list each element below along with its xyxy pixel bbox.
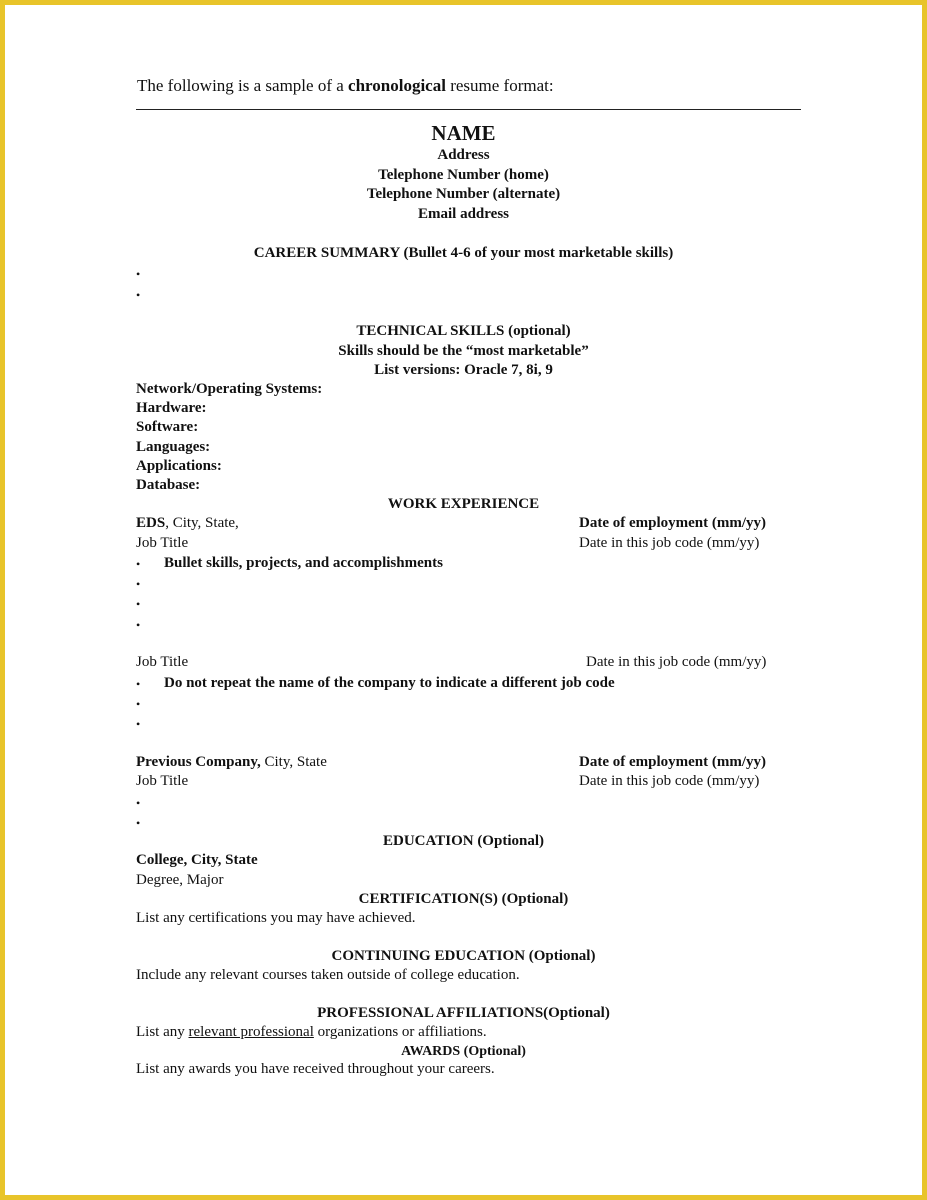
awards-heading: AWARDS (Optional) [401,1044,526,1059]
bullet-marker: • [136,816,141,830]
work-experience-heading: WORK EXPERIENCE [387,496,540,512]
job3-company: Previous Company, [136,754,261,770]
bullet-marker: • [136,697,141,711]
education-college: College, City, State [136,852,258,868]
job2-date-code: Date in this job code (mm/yy) [586,654,767,670]
technical-skills-note: Skills should be the “most marketable” [338,343,589,359]
bullet-marker: • [136,717,141,731]
job1-date-employment: Date of employment (mm/yy) [579,515,767,531]
bullet-marker: • [136,267,141,281]
bullet-marker: • [136,618,141,632]
job1-title: Job Title [136,535,189,551]
resume-name: NAME [431,121,496,145]
job3-date-code: Date in this job code (mm/yy) [579,773,760,789]
intro-after: resume format: [445,76,554,95]
continuing-education-text: Include any relevant courses taken outside of college education. [136,967,520,983]
email-address: Email address [418,206,509,222]
education-heading: EDUCATION (Optional) [383,833,544,849]
affiliations-text [136,1024,487,1041]
intro-before: The following is a sample of a [137,76,349,95]
job3-location: City, State [260,754,327,770]
affiliations-text-before: List any [136,1024,189,1040]
job3-date-employment: Date of employment (mm/yy) [579,754,767,770]
skill-applications: Applications: [136,458,222,474]
affiliations-text-underlined: relevant professional [188,1024,314,1040]
technical-skills-heading: TECHNICAL SKILLS (optional) [356,323,571,339]
address: Address [437,147,490,163]
job3-title: Job Title [136,773,189,789]
certifications-heading: CERTIFICATION(S) (Optional) [358,891,569,907]
intro-line [137,76,554,96]
certifications-text: List any certifications you may have achieved. [136,910,416,926]
job1-location: , City, State, [165,515,239,531]
career-summary-heading: CAREER SUMMARY (Bullet 4-6 of your most marketable skills) [253,245,674,261]
bullet-marker: • [136,597,141,611]
skill-database: Database: [136,477,201,493]
education-degree: Degree, Major [136,872,224,888]
bullet-marker: • [136,796,141,810]
bullet-marker: • [136,577,141,591]
job1-company: EDS [136,515,166,531]
skill-languages: Languages: [136,439,211,455]
horizontal-rule [136,109,801,110]
bullet-marker: • [136,677,141,691]
skill-hardware: Hardware: [136,400,207,416]
job2-title: Job Title [136,654,189,670]
skill-network: Network/Operating Systems: [136,381,323,397]
job3-company-line [136,754,327,771]
awards-text: List any awards you have received throughout your careers. [136,1061,495,1077]
bullet-marker: • [136,557,141,571]
intro-emphasis: chronological [348,76,446,95]
skill-software: Software: [136,419,199,435]
job1-company-line [136,515,239,532]
phone-alternate: Telephone Number (alternate) [366,186,561,202]
job1-bullet-text: Bullet skills, projects, and accomplishments [164,555,443,571]
phone-home: Telephone Number (home) [378,167,549,183]
affiliations-heading: PROFESSIONAL AFFILIATIONS(Optional) [317,1005,610,1021]
technical-skills-versions: List versions: Oracle 7, 8i, 9 [374,362,553,378]
job1-date-code: Date in this job code (mm/yy) [579,535,760,551]
affiliations-text-after: organizations or affiliations. [313,1024,487,1040]
continuing-education-heading: CONTINUING EDUCATION (Optional) [331,948,596,964]
job2-bullet-text: Do not repeat the name of the company to indicate a different job code [164,675,615,691]
bullet-marker: • [136,288,141,302]
